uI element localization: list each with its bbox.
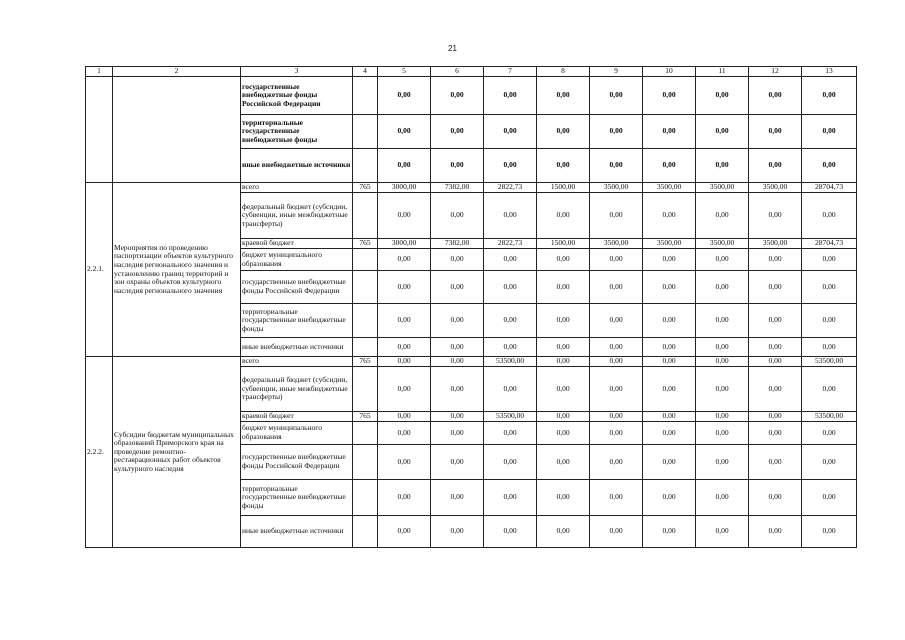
funding-source: территориальные государственные внебюджетные фонды [241, 115, 353, 149]
value-cell: 3000,00 [378, 183, 431, 193]
value-cell: 3000,00 [378, 239, 431, 249]
value-cell: 0,00 [590, 516, 643, 548]
value-cell: 0,00 [696, 338, 749, 357]
funding-source: федеральный бюджет (субсидии, субвенции, иные межбюджетные трансферты) [241, 367, 353, 412]
value-cell: 0,00 [431, 445, 484, 480]
value-cell: 0,00 [431, 412, 484, 422]
value-cell: 0,00 [378, 271, 431, 304]
value-cell: 0,00 [378, 412, 431, 422]
code-cell [353, 480, 378, 516]
carry-over-rows [86, 77, 857, 183]
header-cell: 7 [484, 67, 537, 77]
value-cell: 0,00 [802, 193, 857, 239]
value-cell: 0,00 [537, 422, 590, 445]
value-cell: 0,00 [537, 193, 590, 239]
section-name: Мероприятия по проведению паспортизации объектов культурного наследия регионального значения и установлению границ территорий и зон охраны объектов культурного наследия регионального значения [113, 183, 241, 357]
value-cell: 0,00 [802, 367, 857, 412]
value-cell: 0,00 [696, 445, 749, 480]
funding-source: краевой бюджет [241, 239, 353, 249]
value-cell: 0,00 [643, 367, 696, 412]
value-cell: 0,00 [431, 77, 484, 115]
value-cell: 2822,73 [484, 183, 537, 193]
value-cell: 0,00 [431, 367, 484, 412]
value-cell: 53500,00 [484, 412, 537, 422]
value-cell: 0,00 [749, 480, 802, 516]
value-cell: 0,00 [431, 304, 484, 338]
value-cell: 0,00 [696, 115, 749, 149]
value-cell: 0,00 [537, 77, 590, 115]
value-cell: 0,00 [590, 115, 643, 149]
value-cell: 0,00 [431, 422, 484, 445]
value-cell: 0,00 [643, 77, 696, 115]
value-cell: 0,00 [484, 77, 537, 115]
code-cell: 765 [353, 412, 378, 422]
value-cell: 0,00 [590, 304, 643, 338]
value-cell: 0,00 [378, 77, 431, 115]
table-row [86, 183, 857, 193]
value-cell: 0,00 [749, 193, 802, 239]
value-cell: 53500,00 [802, 412, 857, 422]
header-cell: 1 [86, 67, 113, 77]
value-cell: 28704,73 [802, 239, 857, 249]
value-cell: 0,00 [643, 193, 696, 239]
value-cell: 0,00 [696, 422, 749, 445]
value-cell: 0,00 [643, 249, 696, 271]
code-cell [353, 77, 378, 115]
value-cell: 0,00 [749, 77, 802, 115]
value-cell: 0,00 [484, 338, 537, 357]
value-cell: 0,00 [643, 338, 696, 357]
value-cell: 0,00 [749, 516, 802, 548]
value-cell: 0,00 [537, 480, 590, 516]
value-cell: 0,00 [749, 271, 802, 304]
value-cell: 0,00 [643, 445, 696, 480]
value-cell: 0,00 [484, 304, 537, 338]
value-cell: 0,00 [537, 516, 590, 548]
value-cell: 53500,00 [802, 357, 857, 367]
value-cell: 0,00 [484, 367, 537, 412]
value-cell: 0,00 [484, 249, 537, 271]
value-cell: 0,00 [643, 412, 696, 422]
value-cell: 0,00 [378, 516, 431, 548]
value-cell: 0,00 [802, 115, 857, 149]
funding-source: федеральный бюджет (субсидии, субвенции, иные межбюджетные трансферты) [241, 193, 353, 239]
section-code: 2.2.2. [86, 357, 113, 548]
value-cell: 0,00 [802, 338, 857, 357]
value-cell: 0,00 [749, 357, 802, 367]
code-cell [353, 115, 378, 149]
value-cell: 0,00 [802, 480, 857, 516]
value-cell: 0,00 [431, 249, 484, 271]
header-cell: 9 [590, 67, 643, 77]
value-cell: 0,00 [378, 249, 431, 271]
value-cell: 0,00 [537, 149, 590, 183]
value-cell: 0,00 [749, 338, 802, 357]
funding-source: всего [241, 357, 353, 367]
code-cell [353, 338, 378, 357]
funding-source: иные внебюджетные источники [241, 338, 353, 357]
value-cell: 0,00 [590, 149, 643, 183]
value-cell: 0,00 [484, 271, 537, 304]
header-cell: 2 [113, 67, 241, 77]
page-number: 21 [448, 44, 457, 53]
value-cell: 0,00 [802, 77, 857, 115]
value-cell: 0,00 [431, 115, 484, 149]
value-cell: 0,00 [802, 516, 857, 548]
value-cell: 0,00 [590, 367, 643, 412]
funding-source: иные внебюджетные источники [241, 149, 353, 183]
value-cell: 0,00 [802, 422, 857, 445]
budget-table [85, 66, 857, 548]
value-cell: 0,00 [484, 445, 537, 480]
code-cell: 765 [353, 239, 378, 249]
value-cell: 0,00 [378, 115, 431, 149]
header-cell: 6 [431, 67, 484, 77]
value-cell: 0,00 [696, 77, 749, 115]
funding-source: государственные внебюджетные фонды Российской Федерации [241, 271, 353, 304]
value-cell: 0,00 [643, 357, 696, 367]
value-cell: 0,00 [484, 480, 537, 516]
value-cell: 0,00 [696, 412, 749, 422]
value-cell: 0,00 [431, 480, 484, 516]
section-2-2-1 [86, 183, 857, 357]
code-cell: 765 [353, 183, 378, 193]
value-cell: 0,00 [484, 516, 537, 548]
table-row [86, 357, 857, 367]
value-cell: 0,00 [749, 304, 802, 338]
value-cell: 1500,00 [537, 239, 590, 249]
value-cell: 0,00 [643, 516, 696, 548]
value-cell: 0,00 [590, 77, 643, 115]
value-cell: 0,00 [590, 249, 643, 271]
header-cell: 13 [802, 67, 857, 77]
row-name-cell [113, 77, 241, 183]
value-cell: 0,00 [590, 412, 643, 422]
value-cell: 0,00 [802, 149, 857, 183]
value-cell: 0,00 [802, 249, 857, 271]
funding-source: территориальные государственные внебюджетные фонды [241, 304, 353, 338]
value-cell: 0,00 [696, 480, 749, 516]
value-cell: 0,00 [590, 338, 643, 357]
value-cell: 0,00 [749, 445, 802, 480]
funding-source: краевой бюджет [241, 412, 353, 422]
value-cell: 0,00 [590, 271, 643, 304]
code-cell [353, 516, 378, 548]
value-cell: 0,00 [802, 445, 857, 480]
value-cell: 0,00 [484, 149, 537, 183]
value-cell: 0,00 [749, 412, 802, 422]
value-cell: 0,00 [537, 357, 590, 367]
value-cell: 3500,00 [643, 239, 696, 249]
value-cell: 0,00 [643, 304, 696, 338]
code-cell [353, 367, 378, 412]
table-row [86, 77, 857, 115]
value-cell: 0,00 [431, 149, 484, 183]
value-cell: 0,00 [696, 271, 749, 304]
value-cell: 0,00 [643, 480, 696, 516]
value-cell: 0,00 [590, 445, 643, 480]
code-cell [353, 271, 378, 304]
code-cell [353, 304, 378, 338]
value-cell: 3500,00 [590, 239, 643, 249]
section-name: Субсидии бюджетам муниципальных образований Приморского края на проведение ремонтно-реставрационных работ объектов культурного наследия [113, 357, 241, 548]
value-cell: 0,00 [537, 445, 590, 480]
value-cell: 2822,73 [484, 239, 537, 249]
value-cell: 0,00 [802, 271, 857, 304]
value-cell: 0,00 [378, 338, 431, 357]
value-cell: 0,00 [537, 367, 590, 412]
value-cell: 0,00 [749, 149, 802, 183]
value-cell: 0,00 [749, 115, 802, 149]
header-cell: 12 [749, 67, 802, 77]
value-cell: 3500,00 [590, 183, 643, 193]
code-cell [353, 249, 378, 271]
code-cell: 765 [353, 357, 378, 367]
value-cell: 3500,00 [696, 239, 749, 249]
value-cell: 3500,00 [696, 183, 749, 193]
value-cell: 0,00 [696, 304, 749, 338]
value-cell: 0,00 [696, 249, 749, 271]
section-2-2-2 [86, 357, 857, 548]
code-cell [353, 422, 378, 445]
value-cell: 0,00 [537, 271, 590, 304]
value-cell: 0,00 [537, 304, 590, 338]
value-cell: 0,00 [484, 193, 537, 239]
header-cell: 4 [353, 67, 378, 77]
funding-source: иные внебюджетные источники [241, 516, 353, 548]
value-cell: 0,00 [378, 367, 431, 412]
value-cell: 0,00 [696, 149, 749, 183]
value-cell: 0,00 [590, 193, 643, 239]
value-cell: 0,00 [431, 516, 484, 548]
value-cell: 0,00 [590, 480, 643, 516]
value-cell: 3500,00 [749, 183, 802, 193]
value-cell: 1500,00 [537, 183, 590, 193]
value-cell: 0,00 [378, 149, 431, 183]
value-cell: 0,00 [431, 193, 484, 239]
value-cell: 0,00 [802, 304, 857, 338]
funding-source: государственные внебюджетные фонды Российской Федерации [241, 77, 353, 115]
value-cell: 7382,00 [431, 239, 484, 249]
value-cell: 0,00 [537, 249, 590, 271]
value-cell: 0,00 [431, 271, 484, 304]
value-cell: 0,00 [378, 422, 431, 445]
row-code-cell [86, 77, 113, 183]
value-cell: 0,00 [484, 422, 537, 445]
code-cell [353, 149, 378, 183]
value-cell: 0,00 [378, 193, 431, 239]
value-cell: 0,00 [696, 367, 749, 412]
value-cell: 0,00 [749, 367, 802, 412]
value-cell: 0,00 [537, 338, 590, 357]
header-cell: 8 [537, 67, 590, 77]
value-cell: 0,00 [378, 445, 431, 480]
funding-source: территориальные государственные внебюджетные фонды [241, 480, 353, 516]
value-cell: 0,00 [590, 357, 643, 367]
funding-source: бюджет муниципального образования [241, 249, 353, 271]
value-cell: 3500,00 [749, 239, 802, 249]
value-cell: 0,00 [696, 357, 749, 367]
header-row [86, 67, 857, 77]
value-cell: 0,00 [431, 357, 484, 367]
value-cell: 0,00 [696, 516, 749, 548]
value-cell: 0,00 [749, 422, 802, 445]
value-cell: 0,00 [378, 304, 431, 338]
header-cell: 10 [643, 67, 696, 77]
value-cell: 3500,00 [643, 183, 696, 193]
value-cell: 0,00 [431, 338, 484, 357]
funding-source: государственные внебюджетные фонды Российской Федерации [241, 445, 353, 480]
value-cell: 0,00 [643, 422, 696, 445]
value-cell: 0,00 [696, 193, 749, 239]
value-cell: 0,00 [378, 357, 431, 367]
header-cell: 3 [241, 67, 353, 77]
value-cell: 0,00 [537, 115, 590, 149]
value-cell: 0,00 [643, 149, 696, 183]
value-cell: 0,00 [749, 249, 802, 271]
value-cell: 0,00 [484, 115, 537, 149]
header-cell: 11 [696, 67, 749, 77]
value-cell: 0,00 [590, 422, 643, 445]
value-cell: 0,00 [378, 480, 431, 516]
value-cell: 0,00 [643, 115, 696, 149]
section-code: 2.2.1. [86, 183, 113, 357]
header-cell: 5 [378, 67, 431, 77]
value-cell: 0,00 [643, 271, 696, 304]
funding-source: всего [241, 183, 353, 193]
code-cell [353, 193, 378, 239]
code-cell [353, 445, 378, 480]
funding-source: бюджет муниципального образования [241, 422, 353, 445]
value-cell: 0,00 [537, 412, 590, 422]
value-cell: 28704,73 [802, 183, 857, 193]
value-cell: 53500,00 [484, 357, 537, 367]
value-cell: 7382,00 [431, 183, 484, 193]
